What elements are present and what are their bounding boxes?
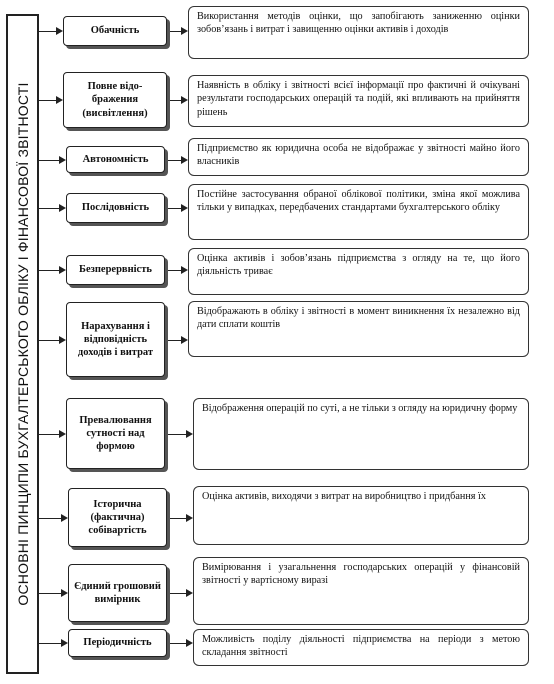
main-title: ОСНОВНІ ПИНЦИПИ БУХГАЛТЕРСЬКОГО ОБЛІКУ І ФІНАНСОВОЇ ЗВІТНОСТІ	[14, 82, 31, 606]
arrow-head	[59, 336, 66, 344]
arrow-head	[59, 266, 66, 274]
connector-line	[39, 643, 62, 644]
arrow-head	[181, 27, 188, 35]
description-box	[193, 557, 529, 625]
description-box	[188, 301, 529, 357]
principle-box	[63, 16, 167, 46]
principle-box	[66, 302, 165, 377]
principle-label: Історична (фактична) собівартість	[88, 498, 147, 537]
principle-label: Превалювання сутності над формою	[79, 414, 152, 453]
arrow-head	[181, 266, 188, 274]
connector-line	[168, 270, 182, 271]
principle-label: Автономність	[82, 153, 149, 165]
arrow-head	[186, 589, 193, 597]
principle-box	[66, 193, 165, 223]
description-text: Оцінка активів і зобов’язань підприємства з огляду на те, що його діяльність триває	[197, 253, 520, 278]
connector-line	[168, 160, 182, 161]
arrow-head	[181, 156, 188, 164]
principle-label: Послідовність	[81, 202, 150, 214]
connector-line	[168, 434, 187, 435]
description-text: Оцінка активів, виходячи з витрат на виробництво і придбання їх	[202, 491, 486, 502]
arrow-head	[56, 96, 63, 104]
description-text: Вимірювання і узагальнення господарських операцій у фінансовій звітності у вартісному виразі	[202, 562, 520, 587]
principle-label: Єдиний грошовий вимірник	[74, 580, 161, 605]
description-text: Постійне застосування обраної облікової політики, зміна якої можлива тільки у випадках, передбачених стандартами бухгалтерського обліку	[197, 189, 520, 214]
description-text: Наявність в обліку і звітності всієї інформації про фактичні й очікувані результати господарських операцій та подій, які впливають на прийняття рішень	[197, 80, 520, 118]
connector-line	[39, 593, 62, 594]
connector-line	[168, 208, 182, 209]
principle-label: Періодичність	[83, 637, 152, 649]
principle-label: Нарахування і відповідність доходів і витрат	[77, 320, 154, 359]
description-text: Використання методів оцінки, що запобігають заниженню оцінки зобов’язань і витрат і завищенню оцінки активів і доходів	[197, 11, 520, 36]
principle-label: Безперервність	[79, 264, 152, 276]
connector-line	[39, 160, 60, 161]
principle-box	[66, 398, 165, 469]
description-box	[193, 486, 529, 545]
arrow-head	[61, 639, 68, 647]
description-text: Підприємство як юридична особа не відображає у звітності майно його власників	[197, 143, 520, 168]
connector-line	[39, 100, 57, 101]
description-box	[188, 75, 529, 127]
principle-label: Повне відо-бражения (висвітлення)	[82, 81, 148, 119]
description-box	[188, 184, 529, 240]
connector-line	[168, 340, 182, 341]
connector-line	[170, 518, 187, 519]
description-box	[188, 248, 529, 295]
principle-box	[63, 72, 167, 128]
arrow-head	[61, 589, 68, 597]
description-box	[193, 398, 529, 470]
connector-line	[39, 208, 60, 209]
arrow-head	[186, 514, 193, 522]
arrow-head	[186, 430, 193, 438]
connector-line	[170, 643, 187, 644]
principle-box	[68, 629, 167, 657]
description-text: Відображають в обліку і звітності в момент виникнення їх незалежно від дати сплати коштів	[197, 306, 520, 331]
description-box	[188, 138, 529, 176]
arrow-head	[59, 204, 66, 212]
main-title-box	[6, 14, 39, 674]
principle-box	[68, 564, 167, 622]
arrow-head	[59, 430, 66, 438]
principle-box	[68, 488, 167, 547]
description-text: Відображення операцій по суті, а не тільки з огляду на юридичну форму	[202, 403, 518, 414]
arrow-head	[61, 514, 68, 522]
connector-line	[39, 434, 60, 435]
arrow-head	[181, 204, 188, 212]
arrow-head	[181, 96, 188, 104]
arrow-head	[181, 336, 188, 344]
connector-line	[170, 593, 187, 594]
connector-line	[39, 518, 62, 519]
arrow-head	[186, 639, 193, 647]
principle-box	[66, 146, 165, 173]
connector-line	[39, 31, 57, 32]
description-box	[193, 629, 529, 666]
principle-label: Обачність	[90, 25, 140, 37]
connector-line	[39, 340, 60, 341]
description-text: Можливість поділу діяльності підприємства на періоди з метою складання звітності	[202, 634, 520, 659]
arrow-head	[56, 27, 63, 35]
principle-box	[66, 255, 165, 285]
arrow-head	[59, 156, 66, 164]
description-box	[188, 6, 529, 59]
connector-line	[39, 270, 60, 271]
